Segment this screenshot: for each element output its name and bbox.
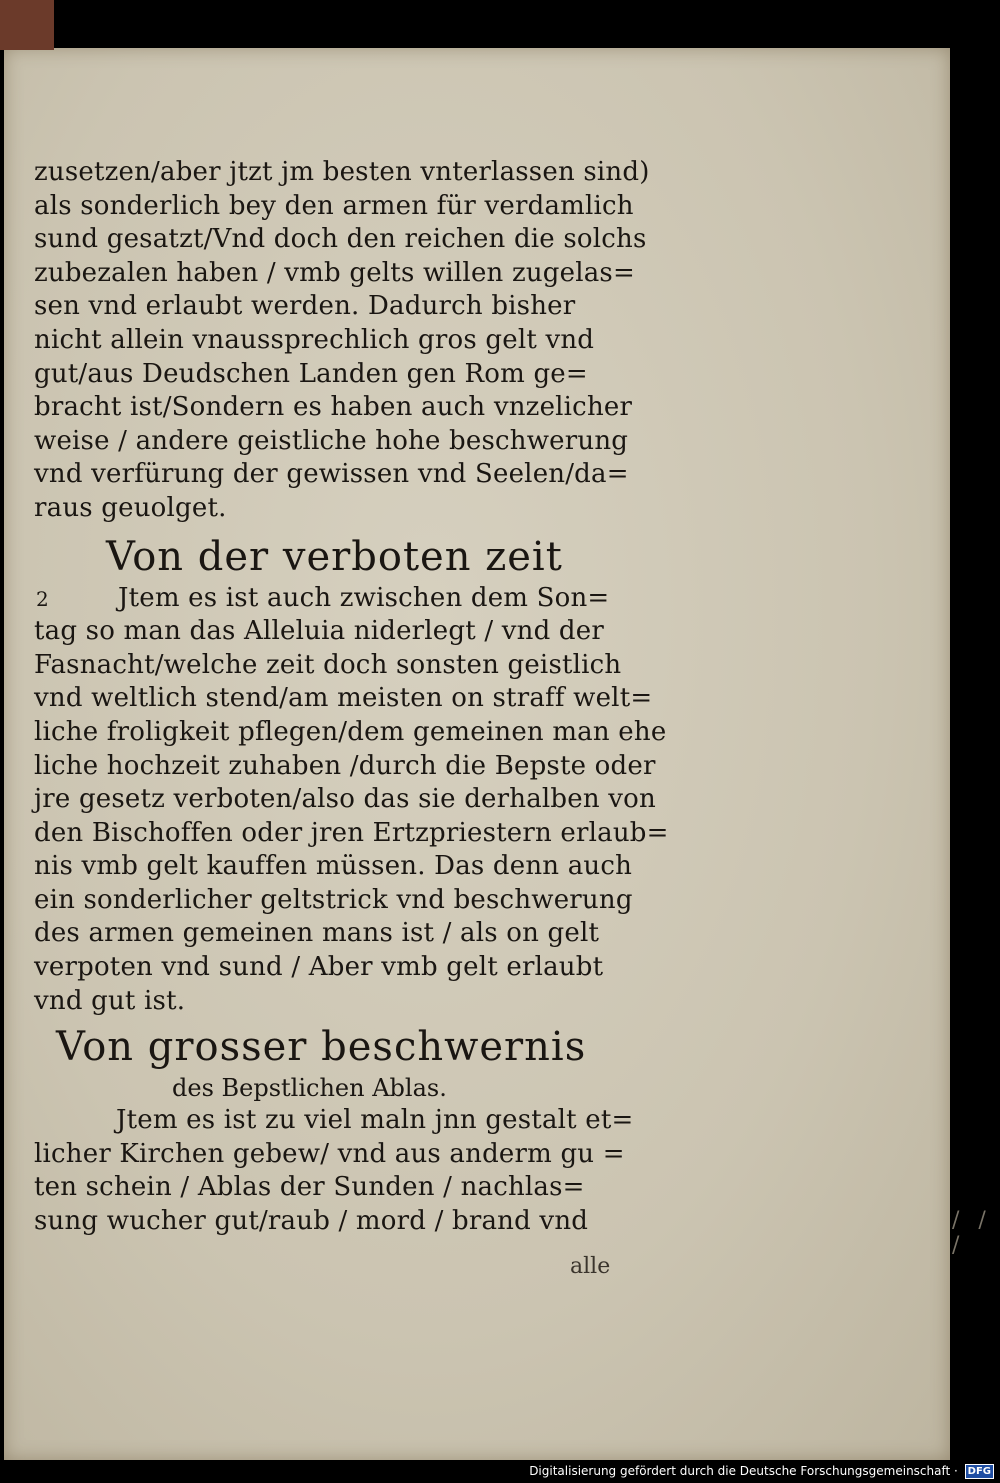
text-line: ein sonderlicher geltstrick vnd beschwerung [34, 884, 633, 915]
text-line: den Bischoffen oder jren Ertzpriestern erlaub= [34, 817, 669, 848]
text-line: als sonderlich bey den armen für verdamlich [34, 190, 634, 221]
text-line: vnd weltlich stend/am meisten on straff welt= [34, 683, 653, 714]
corner-tab [0, 0, 54, 50]
text-line: raus geuolget. [34, 492, 227, 523]
credit-text: Digitalisierung gefördert durch die Deutsche Forschungsgemeinschaft · [529, 1464, 958, 1478]
section-heading: Von der verboten zeit [106, 533, 563, 580]
page-text [34, 156, 669, 1239]
text-line: weise / andere geistliche hohe beschwerung [34, 425, 629, 456]
text-line: zubezalen haben / vmb gelts willen zugelas= [34, 257, 635, 288]
text-line: nicht allein vnaussprechlich gros gelt vnd [34, 324, 595, 355]
digitization-credit [529, 1464, 994, 1479]
text-line: gut/aus Deudschen Landen gen Rom ge= [34, 358, 588, 389]
text-line: nis vmb gelt kauffen müssen. Das denn auch [34, 851, 633, 882]
text-line: liche hochzeit zuhaben /durch die Bepste oder [34, 750, 656, 781]
text-line: zusetzen/aber jtzt jm besten vnterlassen sind) [34, 157, 650, 187]
text-line: tag so man das Alleluia niderlegt / vnd der [34, 616, 604, 647]
text-line: Fasnacht/welche zeit doch sonsten geistlich [34, 649, 622, 680]
text-line: verpoten vnd sund / Aber vmb gelt erlaubt [34, 952, 604, 983]
text-line: sund gesatzt/Vnd doch den reichen die solchs [34, 224, 647, 255]
text-line: Jtem es ist zu viel maln jnn gestalt et= [116, 1105, 634, 1136]
text-line: sen vnd erlaubt werden. Dadurch bisher [34, 291, 576, 322]
text-line-content: Jtem es ist auch zwischen dem Son= [118, 582, 610, 613]
section-number: 2 [36, 586, 49, 611]
margin-marks: / / / [952, 1208, 992, 1258]
text-line: sung wucher gut/raub / mord / brand vnd [34, 1206, 589, 1237]
text-line: des armen gemeinen mans ist / als on gelt [34, 918, 600, 949]
text-line: ten schein / Ablas der Sunden / nachlas= [34, 1172, 585, 1203]
dfg-logo: DFG [965, 1464, 994, 1479]
text-line: bracht ist/Sondern es haben auch vnzelicher [34, 392, 633, 423]
section-heading: Von grosser beschwernis [56, 1024, 587, 1071]
text-line: licher Kirchen gebew/ vnd aus anderm gu = [34, 1138, 625, 1169]
text-line: liche froligkeit pflegen/dem gemeinen man ehe [34, 716, 667, 747]
book-page [4, 48, 950, 1460]
section-subheading: des Bepstlichen Ablas. [172, 1074, 447, 1103]
text-line: vnd gut ist. [34, 985, 186, 1016]
text-line: jre gesetz verboten/also das sie derhalben von [34, 784, 656, 815]
text-line: vnd verfürung der gewissen vnd Seelen/da= [34, 459, 629, 490]
catchword: alle [570, 1254, 611, 1279]
text-line-numbered [34, 582, 654, 616]
